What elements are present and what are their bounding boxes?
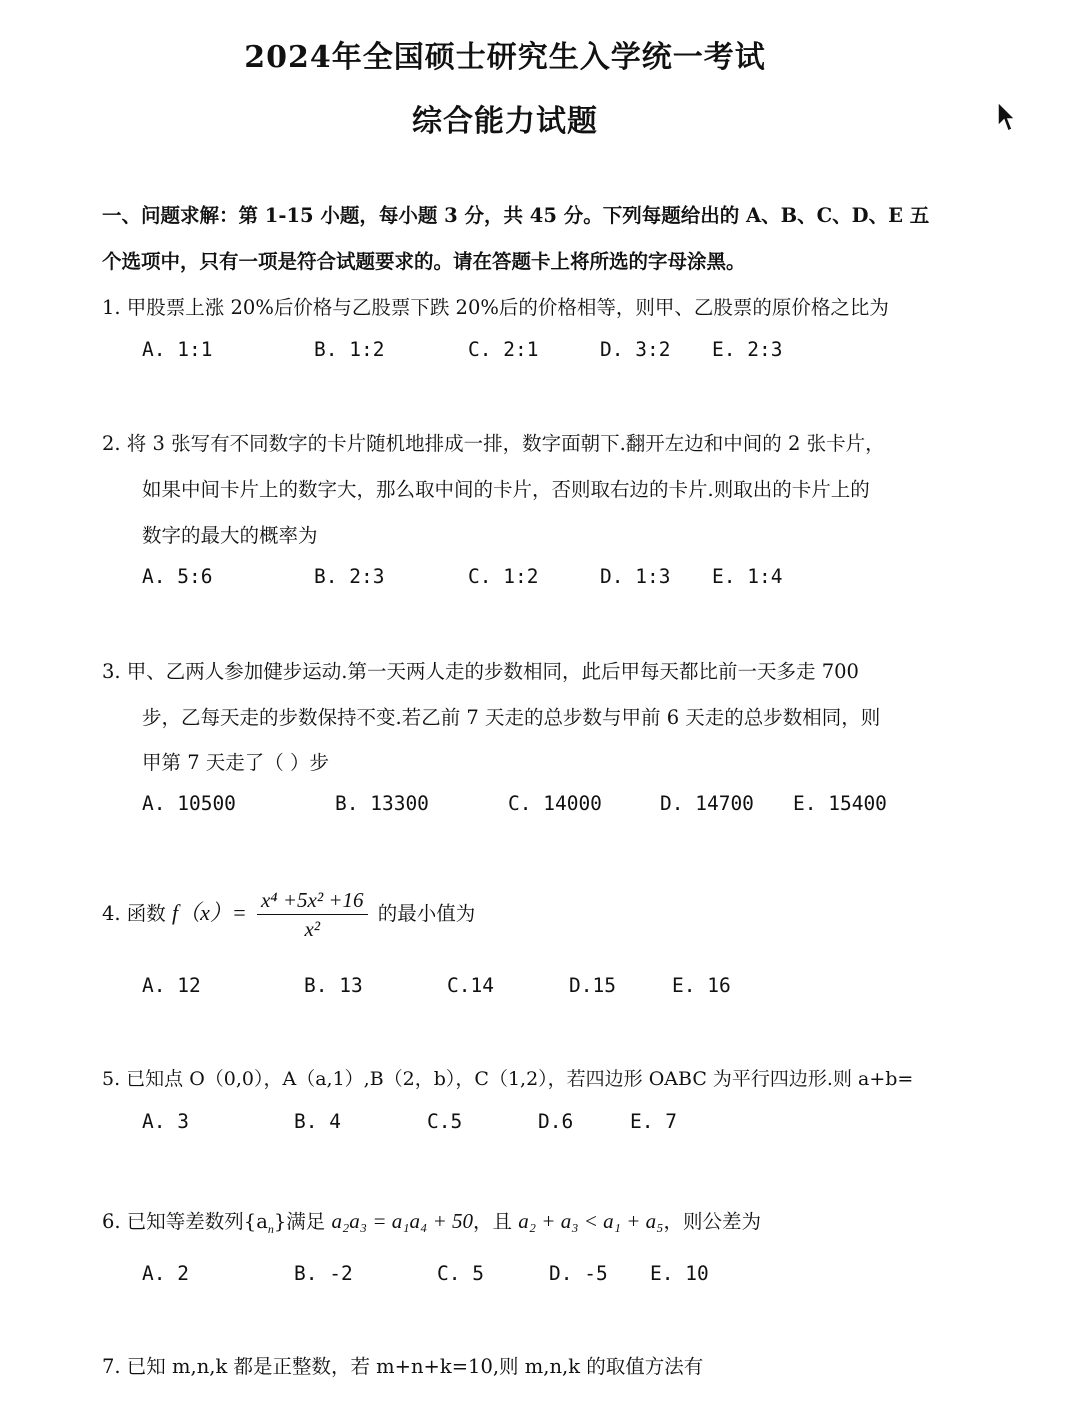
- question-3-options: [0, 792, 1080, 822]
- section-instructions-line1: 一、问题求解：第 1-15 小题，每小题 3 分，共 45 分。下列每题给出的 A、B、C、D、E 五: [102, 204, 930, 227]
- question-3-line1: 3. 甲、乙两人参加健步运动.第一天两人走的步数相同，此后甲每天都比前一天多走 700: [102, 660, 859, 683]
- option-d[interactable]: D. -5: [549, 1262, 608, 1285]
- option-d[interactable]: D.6: [538, 1110, 574, 1133]
- option-a[interactable]: A. 10500: [142, 792, 236, 815]
- option-b[interactable]: B. 1:2: [314, 338, 385, 361]
- option-c[interactable]: C. 14000: [508, 792, 602, 815]
- option-d[interactable]: D. 3:2: [600, 338, 671, 361]
- question-7-text: 7. 已知 m,n,k 都是正整数，若 m+n+k=10,则 m,n,k 的取值方法有: [102, 1355, 704, 1378]
- option-e[interactable]: E. 7: [630, 1110, 677, 1133]
- option-b[interactable]: B. 13: [304, 974, 363, 997]
- section-instructions-line2: 个选项中，只有一项是符合试题要求的。请在答题卡上将所选的字母涂黑。: [102, 250, 746, 273]
- exam-title: 2024年全国硕士研究生入学统一考试: [244, 40, 766, 75]
- option-a[interactable]: A. 1:1: [142, 338, 213, 361]
- question-6-equation-2: a₂ + a₃ < a₁ + a₅: [518, 1209, 664, 1233]
- question-2-line2: 如果中间卡片上的数字大，那么取中间的卡片，否则取右边的卡片.则取出的卡片上的: [142, 478, 870, 501]
- question-4-prefix: 4. 函数: [102, 902, 166, 925]
- option-a[interactable]: A. 3: [142, 1110, 189, 1133]
- mouse-cursor-icon: [996, 100, 1016, 134]
- option-d[interactable]: D. 14700: [660, 792, 754, 815]
- option-c[interactable]: C. 5: [437, 1262, 484, 1285]
- option-b[interactable]: B. 13300: [335, 792, 429, 815]
- question-6-equation-1: a₂a₃ = a₁a₄ + 50: [331, 1209, 474, 1233]
- question-6-mid2: ，且: [473, 1210, 513, 1233]
- option-a[interactable]: A. 5:6: [142, 565, 213, 588]
- question-6-suffix: ，则公差为: [663, 1210, 761, 1233]
- question-6-subscript: n: [267, 1221, 274, 1236]
- question-5-options: [0, 1110, 1080, 1140]
- question-4-suffix: 的最小值为: [377, 902, 476, 925]
- question-2-line3: 数字的最大的概率为: [142, 524, 318, 547]
- question-1-text: 1. 甲股票上涨 20%后价格与乙股票下跌 20%后的价格相等，则甲、乙股票的原价格之比为: [102, 296, 889, 319]
- question-6-options: [0, 1262, 1080, 1292]
- question-5-text: 5. 已知点 O（0,0），A（a,1）,B（2，b），C（1,2），若四边形 OABC 为平行四边形.则 a+b=: [102, 1068, 914, 1090]
- question-6-prefix: 6. 已知等差数列{a: [102, 1210, 268, 1233]
- option-c[interactable]: C. 1:2: [468, 565, 539, 588]
- option-e[interactable]: E. 2:3: [712, 338, 783, 361]
- option-a[interactable]: A. 2: [142, 1262, 189, 1285]
- question-4-options: [0, 974, 1080, 1004]
- question-2-options: [0, 565, 1080, 595]
- option-e[interactable]: E. 15400: [793, 792, 887, 815]
- question-4-text: [102, 888, 475, 941]
- question-4-function: f（x）=: [172, 900, 247, 925]
- question-1-options: [0, 338, 1080, 368]
- option-e[interactable]: E. 10: [650, 1262, 709, 1285]
- question-3-line3: 甲第 7 天走了（ ）步: [142, 751, 330, 774]
- option-e[interactable]: E. 1:4: [712, 565, 783, 588]
- question-2-line1: 2. 将 3 张写有不同数字的卡片随机地排成一排，数字面朝下.翻开左边和中间的 2 张卡片，: [102, 432, 885, 455]
- fraction-numerator: x⁴ +5x² +16: [257, 888, 368, 915]
- option-c[interactable]: C.14: [447, 974, 494, 997]
- option-a[interactable]: A. 12: [142, 974, 201, 997]
- option-e[interactable]: E. 16: [672, 974, 731, 997]
- fraction-denominator: x²: [304, 917, 321, 941]
- option-b[interactable]: B. 4: [294, 1110, 341, 1133]
- exam-subtitle: 综合能力试题: [412, 104, 598, 139]
- question-6-text: [102, 1206, 761, 1237]
- option-c[interactable]: C.5: [427, 1110, 463, 1133]
- option-c[interactable]: C. 2:1: [468, 338, 539, 361]
- question-3-line2: 步，乙每天走的步数保持不变.若乙前 7 天走的总步数与甲前 6 天走的总步数相同，则: [142, 706, 881, 729]
- option-d[interactable]: D. 1:3: [600, 565, 671, 588]
- option-b[interactable]: B. 2:3: [314, 565, 385, 588]
- option-b[interactable]: B. -2: [294, 1262, 353, 1285]
- option-d[interactable]: D.15: [569, 974, 616, 997]
- question-4-fraction: [257, 888, 368, 941]
- question-6-mid: }满足: [273, 1210, 326, 1233]
